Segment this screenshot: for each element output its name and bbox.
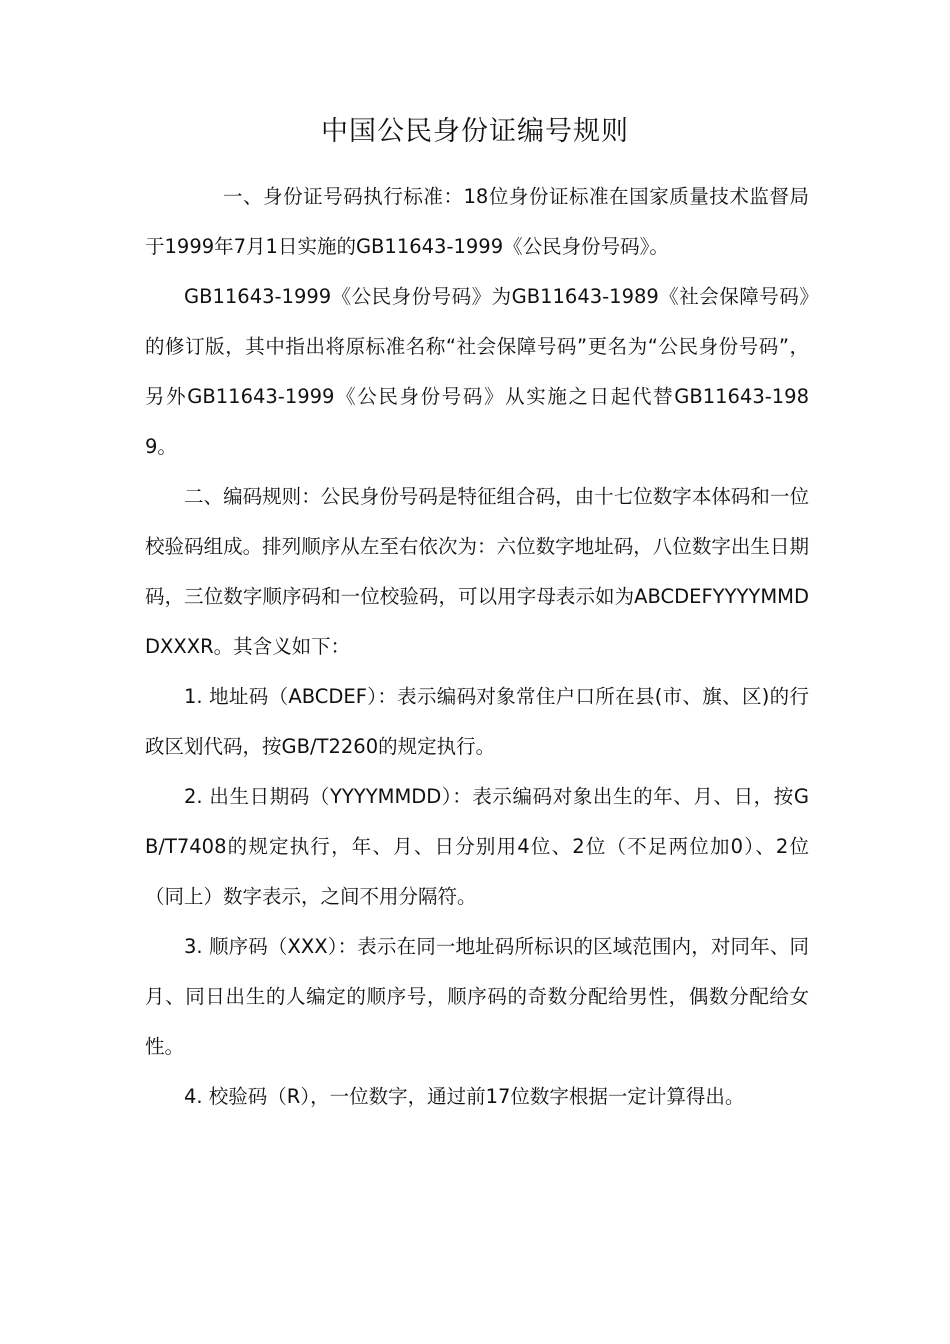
paragraph-standard-revision: GB11643-1999《公民身份号码》为GB11643-1989《社会保障号码》的修订版，其中指出将原标准名称“社会保障号码”更名为“公民身份号码”，另外GB11643-1999《公民身份号码》从实施之日起代替GB11643-1989。 <box>145 285 809 458</box>
paragraph-encoding-rules: 二、编码规则：公民身份号码是特征组合码，由十七位数字本体码和一位校验码组成。排列顺序从左至右依次为：六位数字地址码，八位数字出生日期码，三位数字顺序码和一位校验码，可以用字母表示如为ABCDEFYYYYMMDDXXXR。其含义如下： <box>145 485 809 658</box>
document-title: 中国公民身份证编号规则 <box>321 116 629 147</box>
paragraph-sequence-code: 3. 顺序码（XXX）：表示在同一地址码所标识的区域范围内，对同年、同月、同日出生的人编定的顺序号，顺序码的奇数分配给男性，偶数分配给女性。 <box>145 935 809 1058</box>
paragraph-birth-date-code: 2. 出生日期码（YYYYMMDD）：表示编码对象出生的年、月、日，按GB/T7408的规定执行，年、月、日分别用4位、2位（不足两位加0）、2位（同上）数字表示，之间不用分隔符。 <box>145 785 809 908</box>
document-body <box>145 172 809 1122</box>
paragraph-id-standard: 一、身份证号码执行标准：18位身份证标准在国家质量技术监督局于1999年7月1日实施的GB11643-1999《公民身份号码》。 <box>145 185 809 258</box>
paragraph-check-code: 4. 校验码（R），一位数字，通过前17位数字根据一定计算得出。 <box>184 1085 745 1108</box>
paragraph-address-code: 1. 地址码（ABCDEF）：表示编码对象常住户口所在县(市、旗、区)的行政区划代码，按GB/T2260的规定执行。 <box>145 685 809 758</box>
